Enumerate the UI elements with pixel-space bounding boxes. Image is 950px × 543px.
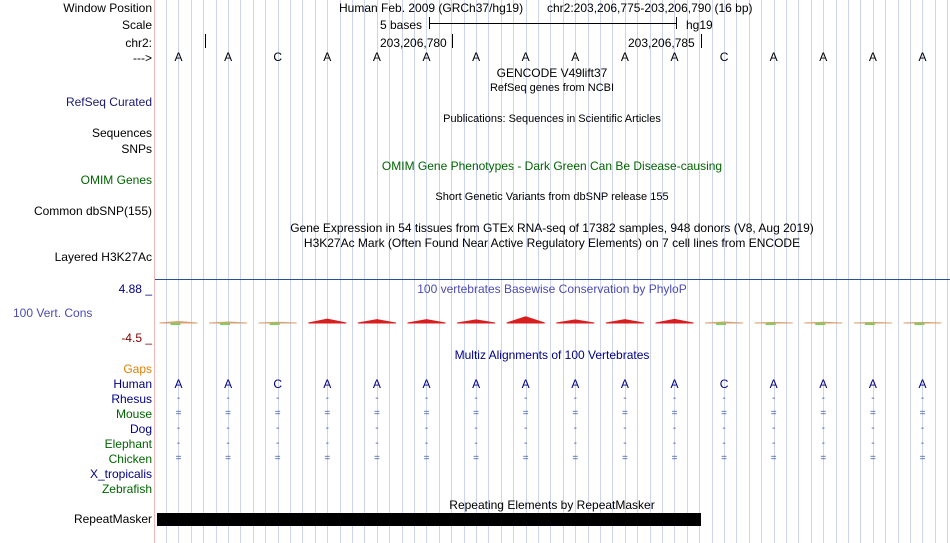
grid-line bbox=[216, 0, 217, 543]
human-base: A bbox=[571, 377, 580, 391]
gencode-track-title: GENCODE V49lift37 bbox=[496, 66, 608, 80]
scale-db: hg19 bbox=[686, 18, 713, 32]
grid-line bbox=[203, 0, 204, 543]
label-column-separator bbox=[154, 0, 155, 543]
alignment-mark: - bbox=[375, 423, 379, 434]
base-letter: C bbox=[273, 50, 283, 64]
alignment-mark: - bbox=[325, 393, 329, 404]
strand-label: ---> bbox=[133, 51, 152, 65]
base-letter: A bbox=[372, 50, 381, 64]
grid-line bbox=[935, 0, 936, 543]
omim-label[interactable]: OMIM Genes bbox=[80, 173, 152, 187]
phylop-score-mark bbox=[804, 322, 842, 323]
alignment-mark: - bbox=[424, 423, 429, 434]
alignment-mark: - bbox=[672, 423, 677, 434]
alignment-mark: - bbox=[474, 423, 478, 434]
window-position-label: Window Position bbox=[63, 1, 152, 15]
human-base: A bbox=[868, 377, 877, 391]
alignment-mark: = bbox=[820, 453, 827, 464]
grid-line bbox=[451, 0, 452, 543]
alignment-mark: - bbox=[821, 393, 825, 404]
alignment-mark: = bbox=[522, 453, 529, 464]
alignment-mark: = bbox=[225, 453, 232, 464]
species-label-zebrafish[interactable]: Zebrafish bbox=[101, 482, 152, 496]
human-base: A bbox=[670, 377, 679, 391]
gtex-track-title: Gene Expression in 54 tissues from GTEx RNA-seq of 17382 samples, 948 donors (V8, Aug 2019) bbox=[290, 221, 814, 235]
grid-line bbox=[290, 0, 291, 543]
grid-line bbox=[736, 0, 737, 543]
repeatmasker-element-bar[interactable] bbox=[157, 513, 701, 526]
human-base: A bbox=[819, 377, 828, 391]
cons-label[interactable]: 100 Vert. Cons bbox=[13, 306, 93, 320]
alignment-mark: = bbox=[721, 453, 728, 464]
phylop-score-mark bbox=[457, 320, 495, 323]
alignment-mark: = bbox=[919, 408, 926, 419]
base-letter: A bbox=[620, 50, 629, 64]
coord-left: 203,206,780 bbox=[380, 36, 447, 50]
species-label-elephant[interactable]: Elephant bbox=[104, 437, 152, 451]
phylop-negative-mark bbox=[766, 323, 776, 325]
alignment-mark: - bbox=[424, 438, 429, 449]
grid-line bbox=[302, 0, 303, 543]
phylop-score-mark bbox=[606, 320, 644, 323]
grid-line bbox=[253, 0, 254, 543]
phylop-score-mark bbox=[507, 317, 545, 323]
grid-line bbox=[464, 0, 465, 543]
alignment-mark: - bbox=[375, 438, 379, 449]
alignment-mark: - bbox=[325, 438, 329, 449]
alignment-mark: = bbox=[522, 408, 529, 419]
alignment-mark: - bbox=[375, 393, 379, 404]
grid-line bbox=[749, 0, 750, 543]
base-letter: A bbox=[323, 50, 332, 64]
phylop-score-mark bbox=[556, 320, 594, 323]
human-base: C bbox=[273, 377, 283, 391]
alignment-mark: = bbox=[770, 408, 777, 419]
h3k27-label[interactable]: Layered H3K27Ac bbox=[54, 250, 152, 264]
alignment-mark: = bbox=[175, 408, 182, 419]
human-base: A bbox=[422, 377, 431, 391]
alignment-mark: - bbox=[722, 438, 726, 449]
species-label-rhesus[interactable]: Rhesus bbox=[111, 392, 152, 406]
alignment-mark: = bbox=[572, 453, 579, 464]
alignment-mark: = bbox=[175, 453, 182, 464]
grid-line bbox=[898, 0, 899, 543]
human-base: A bbox=[918, 377, 927, 391]
alignment-mark: - bbox=[772, 423, 776, 434]
alignment-mark: - bbox=[672, 393, 677, 404]
alignment-mark: = bbox=[274, 453, 281, 464]
phylop-score-mark bbox=[408, 320, 446, 323]
phylop-score-mark bbox=[209, 322, 247, 323]
grid-line bbox=[699, 0, 700, 543]
alignment-mark: - bbox=[276, 423, 280, 434]
alignment-mark: - bbox=[573, 438, 577, 449]
alignment-mark: = bbox=[423, 408, 430, 419]
grid-line bbox=[439, 0, 440, 543]
alignment-mark: = bbox=[324, 453, 331, 464]
coord-tick-right bbox=[701, 34, 702, 48]
alignment-mark: = bbox=[373, 408, 380, 419]
alignment-mark: = bbox=[324, 408, 331, 419]
alignment-mark: = bbox=[572, 408, 579, 419]
grid-line bbox=[860, 0, 861, 543]
grid-line bbox=[166, 0, 167, 543]
alignment-mark: = bbox=[869, 408, 876, 419]
grid-line bbox=[761, 0, 762, 543]
phylop-negative-mark bbox=[171, 323, 181, 325]
base-letter: A bbox=[472, 50, 481, 64]
assembly-text: Human Feb. 2009 (GRCh37/hg19) bbox=[339, 1, 524, 15]
alignment-mark: = bbox=[671, 408, 678, 419]
repeatmasker-label[interactable]: RepeatMasker bbox=[73, 512, 152, 526]
snps-label[interactable]: SNPs bbox=[121, 142, 152, 156]
scale-bar bbox=[429, 17, 677, 29]
base-letter: A bbox=[819, 50, 828, 64]
alignment-mark: - bbox=[821, 438, 825, 449]
alignment-mark: = bbox=[373, 453, 380, 464]
alignment-mark: - bbox=[524, 393, 528, 404]
phylop-negative-mark bbox=[220, 323, 230, 325]
phylop-score-mark bbox=[854, 322, 892, 323]
species-label-x_tropicalis[interactable]: X_tropicalis bbox=[89, 467, 152, 481]
sequences-label[interactable]: Sequences bbox=[91, 126, 152, 140]
alignment-mark: - bbox=[672, 438, 677, 449]
refseq-track-title: RefSeq genes from NCBI bbox=[489, 82, 615, 94]
grid-line bbox=[352, 0, 353, 543]
phylop-score-mark bbox=[755, 322, 793, 323]
base-letter: A bbox=[868, 50, 877, 64]
pubs-track-title: Publications: Sequences in Scientific Articles bbox=[443, 113, 661, 125]
grid-line bbox=[910, 0, 911, 543]
alignment-mark: = bbox=[869, 453, 876, 464]
chrom-label: chr2: bbox=[125, 36, 152, 50]
alignment-mark: - bbox=[920, 393, 925, 404]
repeatmasker-track-title: Repeating Elements by RepeatMasker bbox=[449, 498, 655, 512]
human-base: A bbox=[372, 377, 381, 391]
phylop-negative-mark bbox=[716, 323, 726, 325]
species-label-chicken[interactable]: Chicken bbox=[108, 452, 152, 466]
alignment-mark: - bbox=[226, 393, 230, 404]
phylop-score-mark bbox=[358, 320, 396, 323]
grid-line bbox=[389, 0, 390, 543]
grid-line bbox=[265, 0, 266, 543]
base-letter: A bbox=[769, 50, 778, 64]
alignment-mark: = bbox=[770, 453, 777, 464]
position-text[interactable]: chr2:203,206,775-203,206,790 (16 bp) bbox=[547, 1, 753, 15]
h3k27-track-title: H3K27Ac Mark (Often Found Near Active Regulatory Elements) on 7 cell lines from ENCODE bbox=[303, 236, 801, 250]
species-label-mouse[interactable]: Mouse bbox=[115, 407, 152, 421]
alignment-mark: = bbox=[274, 408, 281, 419]
alignment-mark: - bbox=[474, 393, 478, 404]
human-base: A bbox=[620, 377, 629, 391]
alignment-mark: - bbox=[424, 393, 429, 404]
species-label-dog[interactable]: Dog bbox=[129, 422, 152, 436]
phylop-score-mark bbox=[308, 319, 346, 323]
grid-line bbox=[340, 0, 341, 543]
gaps-label[interactable]: Gaps bbox=[123, 362, 152, 376]
alignment-mark: - bbox=[325, 423, 329, 434]
cons-min-label: -4.5 _ bbox=[121, 331, 152, 345]
grid-line bbox=[488, 0, 489, 543]
coord-tick-mid bbox=[452, 34, 453, 48]
human-base: A bbox=[224, 377, 233, 391]
base-letter: A bbox=[422, 50, 431, 64]
coord-right: 203,206,785 bbox=[628, 36, 695, 50]
human-base: A bbox=[769, 377, 778, 391]
grid-line bbox=[798, 0, 799, 543]
dbsnp-track-title: Short Genetic Variants from dbSNP release 155 bbox=[435, 191, 669, 203]
alignment-mark: - bbox=[573, 423, 577, 434]
phylop-negative-mark bbox=[915, 323, 925, 325]
grid-line bbox=[191, 0, 192, 543]
phylop-score-mark bbox=[160, 321, 198, 323]
species-label-human[interactable]: Human bbox=[113, 377, 152, 391]
base-letter: A bbox=[224, 50, 233, 64]
grid-line bbox=[662, 0, 663, 543]
alignment-mark: - bbox=[871, 438, 875, 449]
conservation-divider bbox=[155, 279, 950, 280]
alignment-mark: - bbox=[920, 423, 925, 434]
alignment-mark: - bbox=[573, 393, 577, 404]
grid-line bbox=[836, 0, 837, 543]
cons-track-title: 100 vertebrates Basewise Conservation by PhyloP bbox=[417, 282, 687, 296]
alignment-mark: - bbox=[722, 393, 726, 404]
alignment-mark: = bbox=[473, 453, 480, 464]
alignment-mark: - bbox=[226, 438, 230, 449]
alignment-mark: - bbox=[772, 393, 776, 404]
alignment-mark: = bbox=[621, 408, 628, 419]
grid-line bbox=[687, 0, 688, 543]
alignment-mark: - bbox=[276, 393, 280, 404]
scale-label: Scale bbox=[121, 18, 152, 32]
coord-tick-left bbox=[205, 34, 206, 48]
phylop-negative-mark bbox=[865, 323, 875, 325]
base-letter: A bbox=[571, 50, 580, 64]
alignment-mark: - bbox=[524, 423, 528, 434]
alignment-mark: - bbox=[772, 438, 776, 449]
grid-line bbox=[637, 0, 638, 543]
phylop-wiggle-plot bbox=[155, 300, 950, 335]
alignment-mark: - bbox=[176, 438, 181, 449]
grid-line bbox=[885, 0, 886, 543]
multiz-track-title: Multiz Alignments of 100 Vertebrates bbox=[454, 348, 650, 362]
alignment-mark: - bbox=[623, 393, 627, 404]
alignment-mark: - bbox=[524, 438, 528, 449]
alignment-mark: - bbox=[920, 438, 925, 449]
human-base: A bbox=[472, 377, 481, 391]
phylop-score-mark bbox=[904, 322, 942, 323]
alignment-mark: - bbox=[176, 393, 181, 404]
scale-text: 5 bases bbox=[380, 18, 423, 32]
alignment-mark: - bbox=[276, 438, 280, 449]
base-letter: A bbox=[174, 50, 183, 64]
alignment-mark: - bbox=[623, 423, 627, 434]
phylop-score-mark bbox=[656, 319, 694, 323]
alignment-mark: = bbox=[820, 408, 827, 419]
alignment-mark: - bbox=[821, 423, 825, 434]
alignment-mark: = bbox=[473, 408, 480, 419]
human-base: A bbox=[521, 377, 530, 391]
dbsnp-label[interactable]: Common dbSNP(155) bbox=[33, 204, 152, 218]
refseq-label[interactable]: RefSeq Curated bbox=[65, 95, 152, 109]
grid-line bbox=[402, 0, 403, 543]
phylop-negative-mark bbox=[270, 323, 280, 325]
base-letter: A bbox=[918, 50, 927, 64]
grid-line bbox=[240, 0, 241, 543]
grid-line bbox=[786, 0, 787, 543]
alignment-mark: - bbox=[176, 423, 181, 434]
grid-line bbox=[712, 0, 713, 543]
alignment-mark: - bbox=[722, 423, 726, 434]
omim-track-title: OMIM Gene Phenotypes - Dark Green Can Be Disease-causing bbox=[381, 159, 723, 173]
grid-line bbox=[364, 0, 365, 543]
alignment-mark: = bbox=[423, 453, 430, 464]
base-letter: A bbox=[521, 50, 530, 64]
grid-line bbox=[811, 0, 812, 543]
alignment-mark: - bbox=[871, 393, 875, 404]
alignment-mark: = bbox=[225, 408, 232, 419]
alignment-mark: = bbox=[671, 453, 678, 464]
alignment-mark: - bbox=[226, 423, 230, 434]
base-letter: C bbox=[719, 50, 729, 64]
grid-line bbox=[315, 0, 316, 543]
phylop-score-mark bbox=[259, 322, 297, 323]
alignment-mark: = bbox=[721, 408, 728, 419]
alignment-mark: = bbox=[621, 453, 628, 464]
base-letter: A bbox=[670, 50, 679, 64]
alignment-mark: - bbox=[871, 423, 875, 434]
grid-line bbox=[650, 0, 651, 543]
phylop-score-mark bbox=[705, 322, 743, 323]
grid-line bbox=[414, 0, 415, 543]
alignment-mark: - bbox=[623, 438, 627, 449]
phylop-negative-mark bbox=[815, 323, 825, 325]
human-base: A bbox=[174, 377, 183, 391]
human-base: A bbox=[323, 377, 332, 391]
alignment-mark: - bbox=[474, 438, 478, 449]
grid-line bbox=[848, 0, 849, 543]
cons-max-label: 4.88 _ bbox=[118, 282, 152, 296]
alignment-mark: = bbox=[919, 453, 926, 464]
human-base: C bbox=[719, 377, 729, 391]
grid-line bbox=[947, 0, 948, 543]
